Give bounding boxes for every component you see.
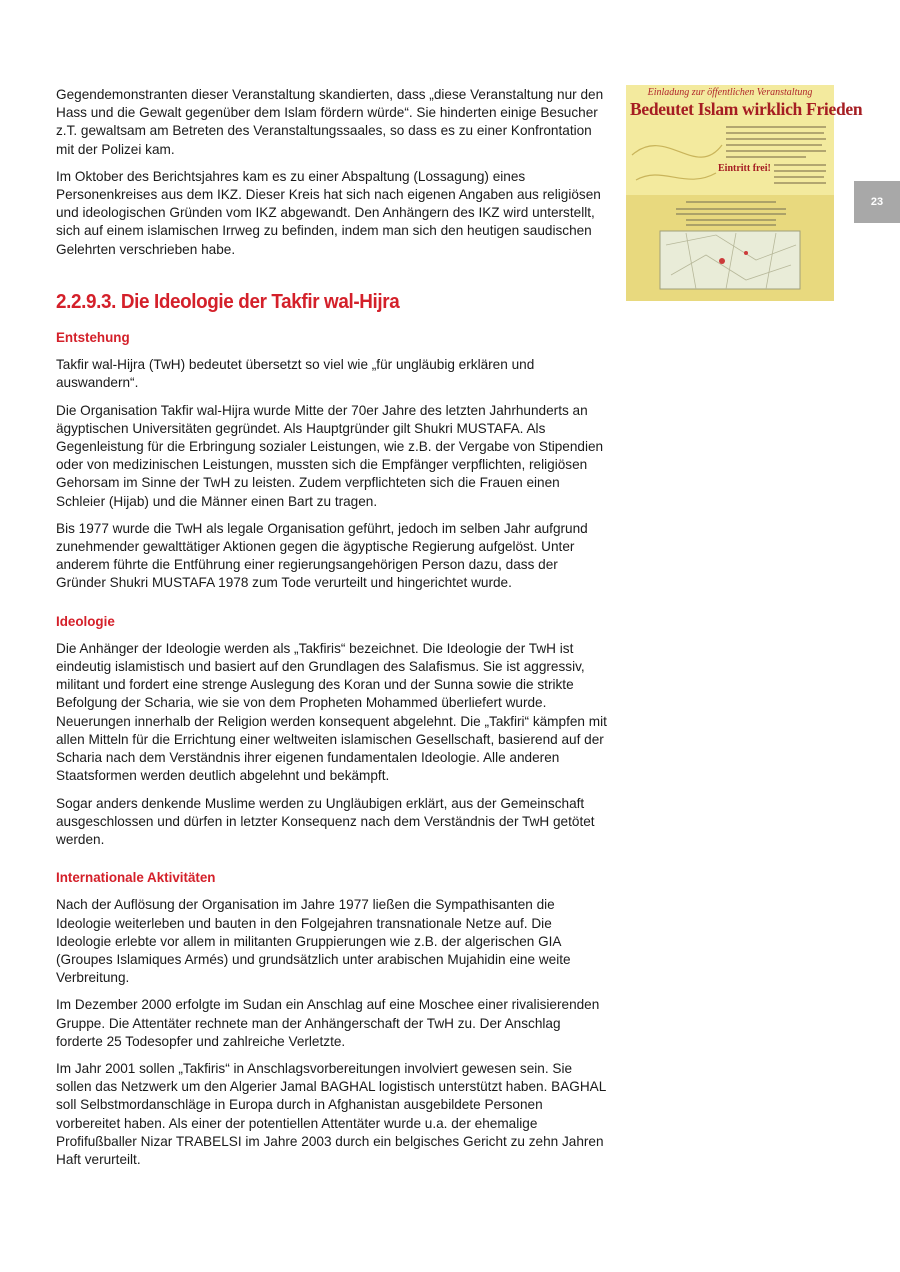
poster-entry-note: Eintritt frei! bbox=[718, 163, 771, 174]
international-paragraph-3: Im Jahr 2001 sollen „Takfiris“ in Anschlagsvorbereitungen involviert gewesen sein. Sie sollen das Netzwerk um den Algerier Jamal BAGHAL logistisch unterstützt haben. BAGHAL soll Selbstmordanschläge in Europa durch in Afghanistan ausgebildete Personen vorbereitet haben. Als einer der potentiellen Attentäter wurde u.a. der ehemalige Profifußballer Nizar TRABELSI im Jahre 2003 durch ein belgisches Gericht zu zehn Jahren Haft verurteilt. bbox=[56, 1060, 606, 1167]
ideologie-paragraph-2: Sogar anders denkende Muslime werden zu Ungläubigen erklärt, aus der Gemeinschaft ausgeschlossen und dürfen in letzter Konsequenz nach dem Verständnis der TwH getötet werden. bbox=[56, 795, 595, 847]
page-number-tab bbox=[854, 181, 900, 223]
heading-entstehung: Entstehung bbox=[56, 330, 130, 346]
heading-ideologie: Ideologie bbox=[56, 613, 115, 629]
entstehung-paragraph-3: Bis 1977 wurde die TwH als legale Organisation geführt, jedoch im selben Jahr aufgrund zunehmender gewalttätiger Aktionen gegen die ägyptische Regierung aufgelöst. Unter anderem führte die Entführung einer regierungsangehörigen Person dazu, dass der Gründer Shukri MUSTAFA 1978 zum Tode verurteilt und hingerichtet wurde. bbox=[56, 520, 588, 591]
entstehung-paragraph-1: Takfir wal-Hijra (TwH) bedeutet übersetzt so viel wie „für ungläubig erklären und auswandern“. bbox=[56, 357, 535, 391]
intro-paragraph-2: Im Oktober des Berichtsjahres kam es zu einer Abspaltung (Lossagung) eines Personenkreises aus dem IKZ. Dieser Kreis hat sich nach eigenen Angaben aus religiösen und ideologischen Gründen vom IKZ abgewandt. Den Anhängern des IKZ wird unterstellt, sich auf einem islamischen Irrweg zu befinden, indem man sich den heutigen saudischen Gelehrten verschrieben habe. bbox=[56, 168, 601, 257]
event-poster-image bbox=[626, 85, 863, 301]
section-title: 2.2.9.3. Die Ideologie der Takfir wal-Hijra bbox=[56, 289, 400, 313]
poster-headline: Bedeutet Islam wirklich Frieden bbox=[630, 99, 863, 119]
ideologie-paragraph-1: Die Anhänger der Ideologie werden als „Takfiris“ bezeichnet. Die Ideologie der TwH ist eindeutig islamistisch und basiert auf den Grundlagen des Salafismus. Sie ist aggressiv, militant und fordert eine strenge Auslegung des Koran und der Sunna sowie die strikte Befolgung der Scharia, wie sie von dem Propheten Mohammed überliefert wurde. Neuerungen innerhalb der Religion werden konsequent abgelehnt. Die „Takfiri“ kämpfen mit allen Mitteln für die Errichtung einer weltweiten islamischen Gesellschaft, basierend auf der Scharia nach dem Verständnis ihrer eigenen fundamentalen Ideologie. Alle anderen Staatsformen werden deutlich abgelehnt und bekämpft. bbox=[56, 640, 607, 784]
page-number: 23 bbox=[870, 196, 884, 208]
poster-top-line: Einladung zur öffentlichen Veranstaltung bbox=[647, 87, 813, 98]
international-paragraph-2: Im Dezember 2000 erfolgte im Sudan ein Anschlag auf eine Moschee einer rivalisierenden Gruppe. Die Attentäter rechnete man der Anhängerschaft der TwH zu. Der Anschlag forderte 25 Todesopfer und zahlreiche Verletzte. bbox=[56, 997, 600, 1049]
entstehung-paragraph-2: Die Organisation Takfir wal-Hijra wurde Mitte der 70er Jahre des letzten Jahrhunderts an ägyptischen Universitäten gegründet. Als Hauptgründer gilt Shukri MUSTAFA. Als Gegenleistung für die Erbringung sozialer Leistungen, wie z.B. der Vergabe von Stipendien oder von medizinischen Leistungen, mussten sich die Empfänger verpflichten, religiösen Gehorsam im Sinne der TwH zu leisten. Zudem verpflichteten sich die Frauen einen Schleier (Hijab) und die Männer einen Bart zu tragen. bbox=[56, 402, 604, 509]
international-paragraph-1: Nach der Auflösung der Organisation im Jahre 1977 ließen die Sympathisanten die Ideologie weiterleben und bauten in den Folgejahren transnationale Netze auf. Die Ideologie erlebte vor allem in militanten Gruppierungen wie z.B. der algerischen GIA (Groupes Islamiques Armés) und grundsätzlich unter arabischen Mujahidin eine weite Verbreitung. bbox=[56, 897, 571, 986]
intro-paragraph-1: Gegendemonstranten dieser Veranstaltung skandierten, dass „diese Veranstaltung nur den Hass und die Gewalt gegenüber dem Islam fördern würde“. Sie hinderten einige Besucher z.T. gewaltsam am Betreten des Veranstaltungssaales, so dass es zu einer Konfrontation mit der Polizei kam. bbox=[56, 87, 604, 157]
main-text-column bbox=[56, 86, 608, 1178]
heading-internationale-aktivitaeten: Internationale Aktivitäten bbox=[56, 870, 216, 886]
